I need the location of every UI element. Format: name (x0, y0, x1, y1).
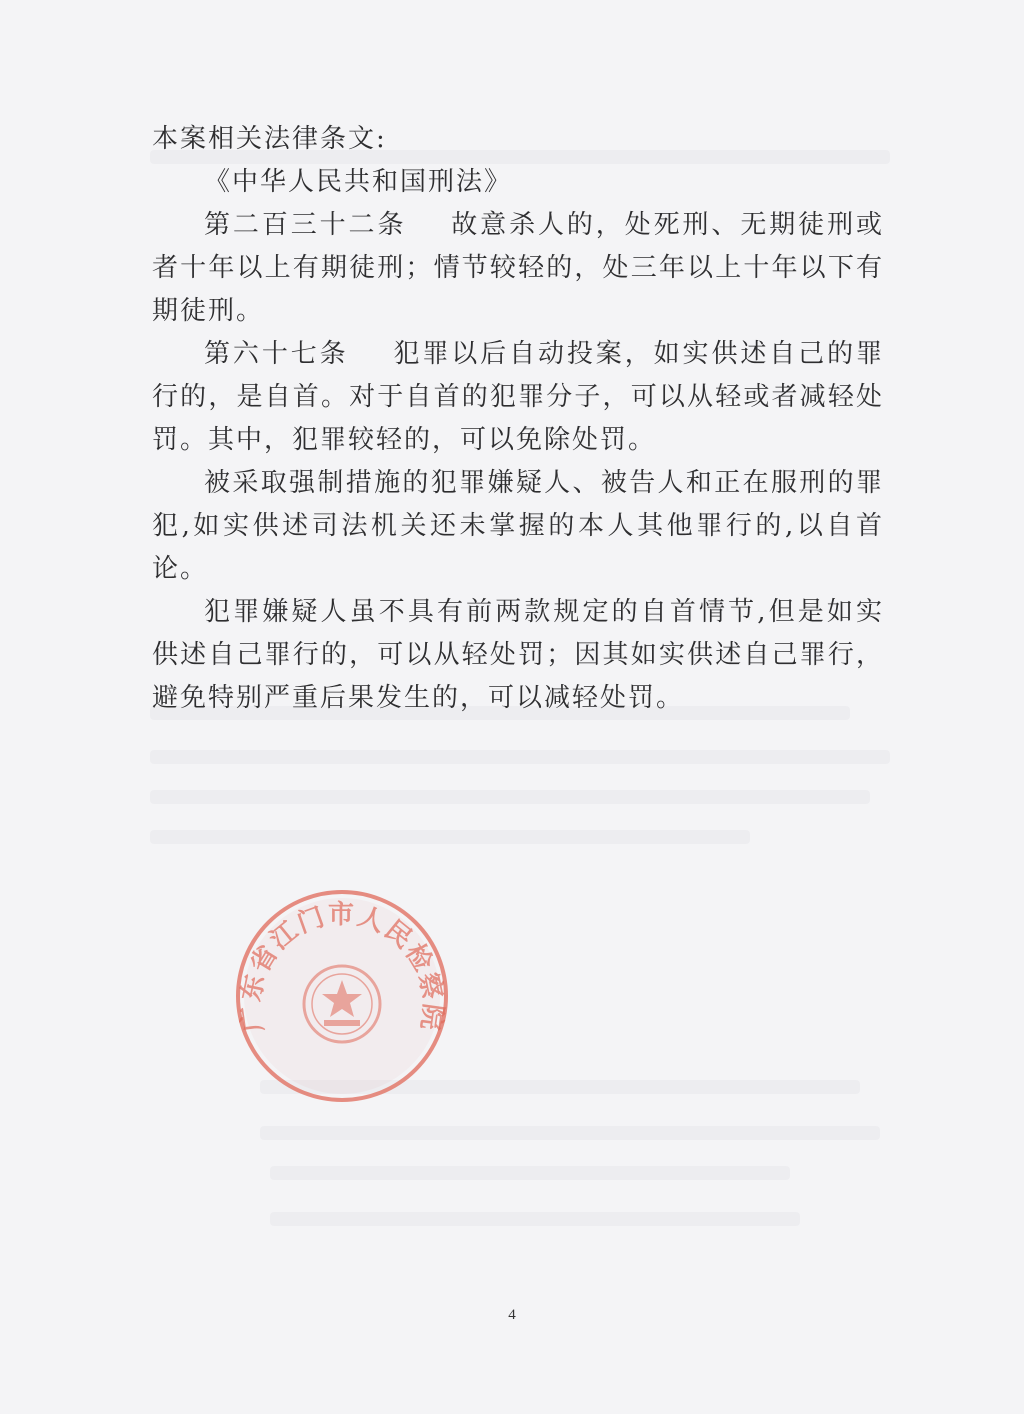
show-through-mark (150, 830, 750, 844)
article-232 (152, 204, 884, 333)
official-seal (232, 886, 452, 1106)
article-67 (152, 333, 884, 462)
show-through-mark (270, 1166, 790, 1180)
article-number: 第六十七条 (204, 339, 349, 369)
show-through-mark (150, 790, 870, 804)
page-number: 4 (508, 1307, 516, 1323)
show-through-mark (270, 1212, 800, 1226)
show-through-mark (260, 1126, 880, 1140)
article-text: 犯罪以后自动投案，如实供述自己的罪行的，是自首。对于自首的犯罪分子，可以从轻或者减轻处罚。其中，犯罪较轻的，可以免除处罚。 (152, 339, 884, 455)
law-title: 《中华人民共和国刑法》 (204, 167, 513, 197)
article-number: 第二百三十二条 (204, 210, 407, 240)
paragraph: 被采取强制措施的犯罪嫌疑人、被告人和正在服刑的罪犯,如实供述司法机关还未掌握的本人其他罪行的,以自首论。 (152, 468, 884, 584)
paragraph: 犯罪嫌疑人虽不具有前两款规定的自首情节,但是如实供述自己罪行的，可以从轻处罚；因其如实供述自己罪行，避免特别严重后果发生的，可以减轻处罚。 (152, 597, 884, 713)
article-text: 故意杀人的，处死刑、无期徒刑或者十年以上有期徒刑；情节较轻的，处三年以上十年以下有期徒刑。 (152, 210, 884, 326)
document-body (152, 118, 884, 720)
section-heading: 本案相关法律条文: (152, 124, 387, 154)
seal-text: 广东省江门市人民检察院 (236, 900, 448, 1034)
show-through-mark (150, 750, 890, 764)
